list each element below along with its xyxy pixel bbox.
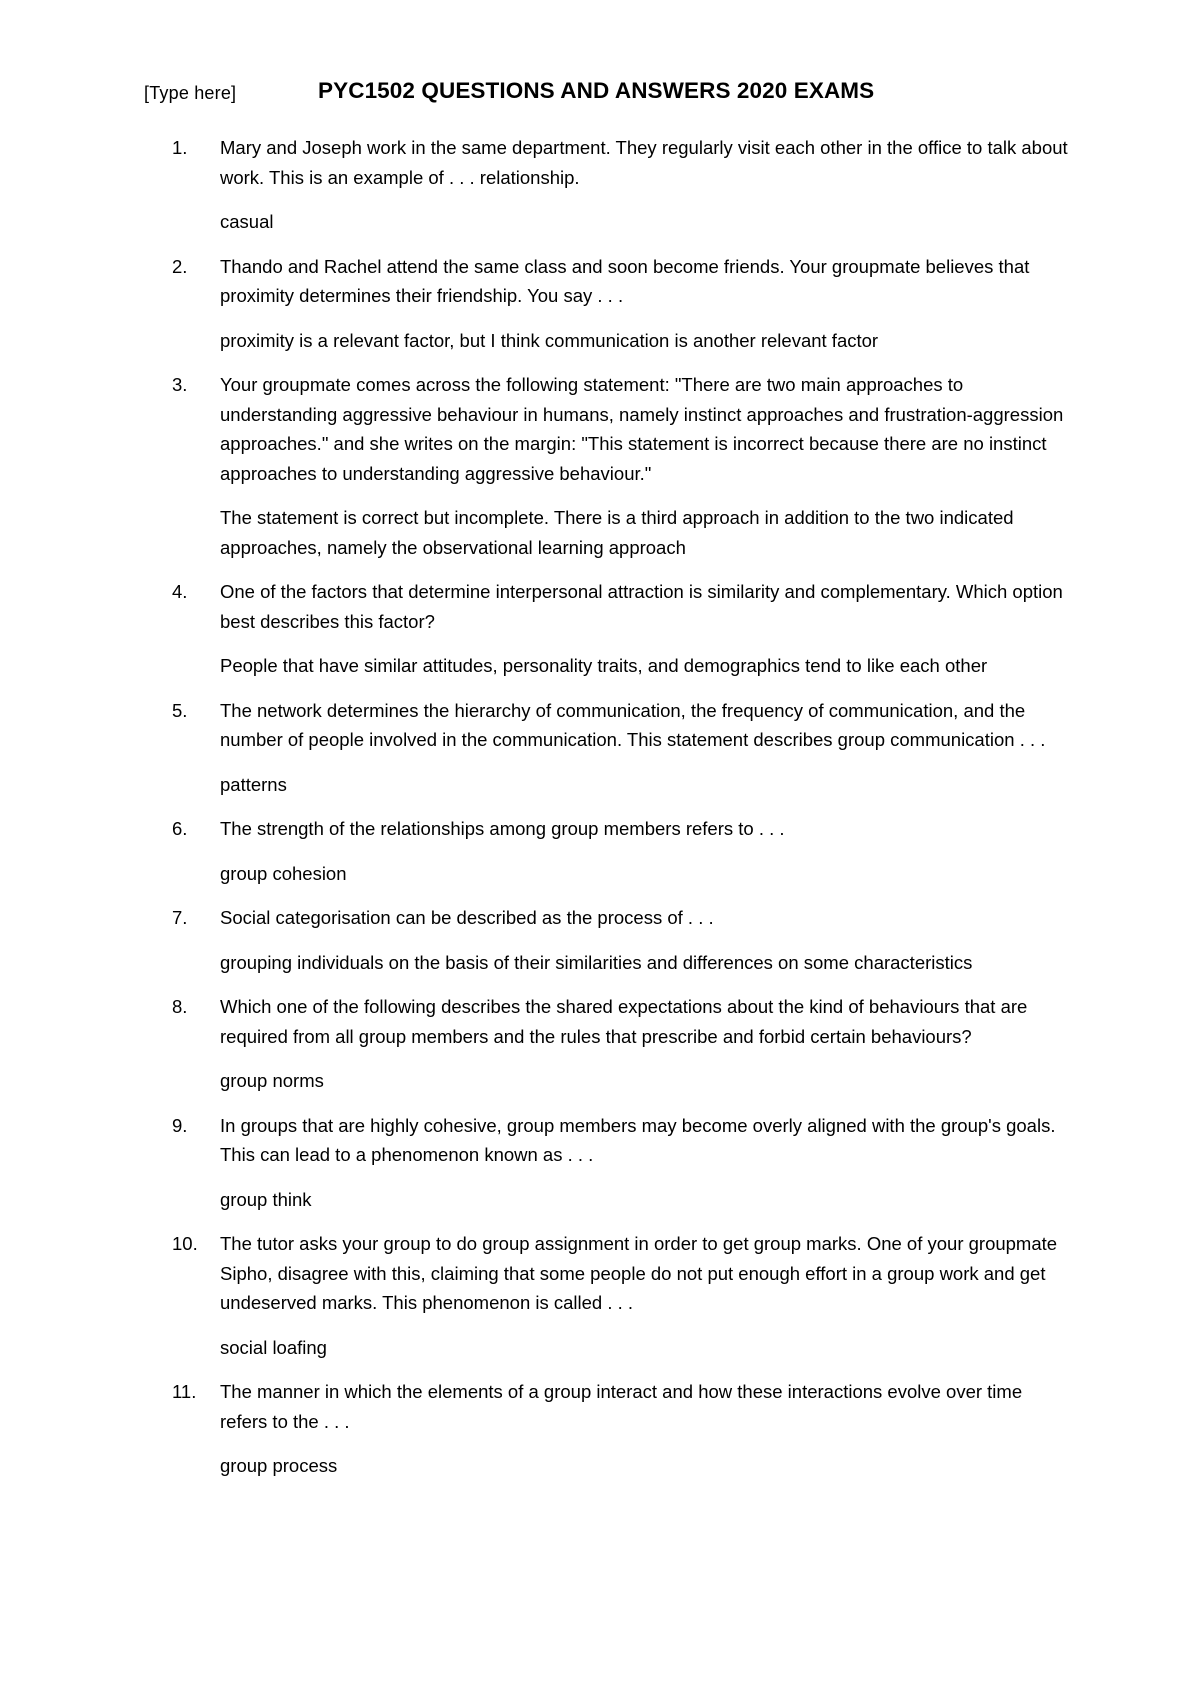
question-number: 7. bbox=[172, 907, 188, 928]
question-item-3 bbox=[172, 370, 1072, 562]
question-text: In groups that are highly cohesive, group members may become overly aligned with the group's goals. This can lead to a phenomenon known as . . . bbox=[220, 1114, 1056, 1165]
question-number: 1. bbox=[172, 137, 188, 158]
question-number: 4. bbox=[172, 581, 188, 602]
question-item-11 bbox=[172, 1377, 1072, 1481]
question-text: The tutor asks your group to do group assignment in order to get group marks. One of your groupmate Sipho, disagree with this, claiming that some people do not put enough effort in a group work and get undeserved marks. This phenomenon is called . . . bbox=[220, 1233, 1058, 1313]
question-text: The network determines the hierarchy of communication, the frequency of communication, and the number of people involved in the communication. This statement describes group communication . . . bbox=[220, 699, 1046, 750]
question-text: Your groupmate comes across the following statement: "There are two main approaches to understanding aggressive behaviour in humans, namely instinct approaches and frustration-aggression approaches." and she writes on the margin: "This statement is incorrect because there are no instinct approaches to understanding aggressive behaviour." bbox=[220, 374, 1064, 484]
question-number: 3. bbox=[172, 374, 188, 395]
answer-text: group cohesion bbox=[220, 862, 347, 884]
question-item-2 bbox=[172, 252, 1072, 356]
question-item-4 bbox=[172, 577, 1072, 681]
question-number: 9. bbox=[172, 1114, 188, 1136]
answer-text: group norms bbox=[220, 1070, 324, 1091]
question-item-5 bbox=[172, 696, 1072, 800]
question-text: One of the factors that determine interpersonal attraction is similarity and complementary. Which option best describes this factor? bbox=[220, 581, 1063, 632]
answer-text: group think bbox=[220, 1188, 312, 1210]
question-number: 5. bbox=[172, 699, 188, 721]
question-item-1 bbox=[172, 133, 1072, 237]
question-item-9 bbox=[172, 1111, 1072, 1215]
question-number: 6. bbox=[172, 818, 188, 839]
answer-text: patterns bbox=[220, 773, 287, 795]
answer-text: group process bbox=[220, 1455, 338, 1476]
question-text: The manner in which the elements of a group interact and how these interactions evolve over time refers to the . . . bbox=[220, 1381, 1023, 1432]
question-item-7 bbox=[172, 903, 1072, 977]
question-text: Mary and Joseph work in the same department. They regularly visit each other in the office to talk about work. This is an example of . . . relationship. bbox=[220, 137, 1068, 188]
answer-text: The statement is correct but incomplete. There is a third approach in addition to the two indicated approaches, namely the observational learning approach bbox=[220, 507, 1014, 558]
question-number: 10. bbox=[172, 1233, 198, 1254]
question-number: 2. bbox=[172, 255, 188, 277]
question-number: 11. bbox=[172, 1381, 197, 1402]
question-text: Which one of the following describes the shared expectations about the kind of behaviours that are required from all group members and the rules that prescribe and forbid certain behaviours? bbox=[220, 996, 1028, 1047]
answer-text: social loafing bbox=[220, 1336, 327, 1358]
question-text: Thando and Rachel attend the same class and soon become friends. Your groupmate believes that proximity determines their friendship. You say . . . bbox=[220, 255, 1030, 306]
page-header bbox=[144, 78, 1064, 112]
document-title: PYC1502 QUESTIONS AND ANSWERS 2020 EXAMS bbox=[318, 78, 875, 103]
question-number: 8. bbox=[172, 996, 188, 1017]
answer-text: proximity is a relevant factor, but I think communication is another relevant factor bbox=[220, 329, 879, 351]
answer-text: People that have similar attitudes, personality traits, and demographics tend to like each other bbox=[220, 655, 988, 676]
question-item-10 bbox=[172, 1229, 1072, 1362]
answer-text: grouping individuals on the basis of their similarities and differences on some characteristics bbox=[220, 951, 973, 973]
header-placeholder: [Type here] bbox=[144, 83, 237, 103]
answer-text: casual bbox=[220, 211, 274, 232]
question-text: The strength of the relationships among group members refers to . . . bbox=[220, 818, 785, 839]
question-item-8 bbox=[172, 992, 1072, 1096]
question-item-6 bbox=[172, 814, 1072, 888]
question-text: Social categorisation can be described as the process of . . . bbox=[220, 907, 714, 928]
question-list bbox=[172, 133, 1072, 1496]
